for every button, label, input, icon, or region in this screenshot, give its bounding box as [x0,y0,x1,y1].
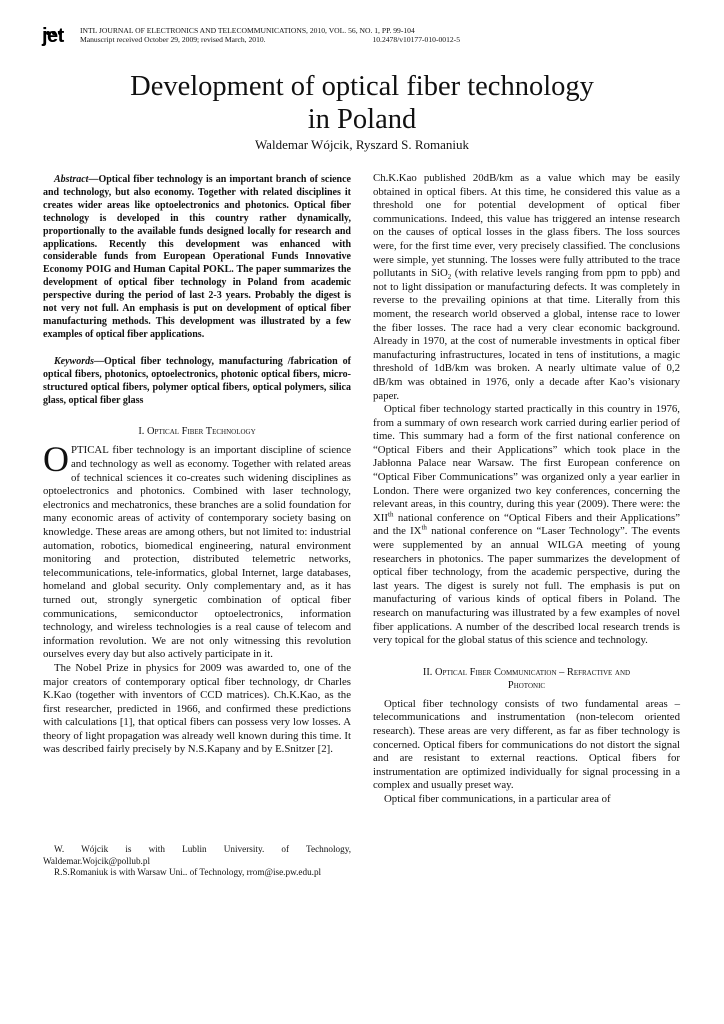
right-column [373,172,680,807]
received-line: Manuscript received October 29, 2009; revised March, 2010. [80,35,266,44]
authors: Waldemar Wójcik, Ryszard S. Romaniuk [254,137,470,152]
section-1-numeral: I. [138,426,145,438]
right-paragraph-1 [373,172,680,403]
right-p2-a: Optical fiber technology started practically in this country in 1976, from a summary of own research work carried during earlier period of time. This summary had a form of the first national conference on “Optical Fibers and their Applications” which took place in the Jabłonna Palace near Warsaw. The first European conference on “Optical Fiber Communications” was organized only a year earlier in London. There were organized two key conferences, concerning the relevant areas, in this country, during this year (2009). There were: the XII [373,403,680,524]
right-p2-b: national conference on “Optical Fibers and their Applications” and the IX [373,511,680,538]
doi: 10.2478/v10177-010-0012-5 [372,35,460,44]
keywords-text: —Optical fiber technology, manufacturing /fabrication of optical fibers, photonics, optoelectronics, photonic optical fibers, micro-structured optical fibers, polymer optical fibers, optical polymers, silica glass, optical fiber glass [43,355,351,406]
keywords [43,356,351,408]
section-2-title-line-2: Photonic [507,679,546,691]
sup-th-1: th [388,510,394,519]
section-1-title: Optical Fiber Technology [147,426,256,438]
abstract-lead: Abstract [54,174,89,185]
section-1-heading [43,425,351,438]
journal-header [80,26,480,44]
footnotes [43,844,351,879]
abstract-text: —Optical fiber technology is an important branch of science and technology, but also economy. Together with related disciplines it creates wider areas like optoelectronics and photonics. Optical fiber technology is developed in this country rather dynamically, proportionally to the available funds designed locally for research and applications. Recently this development was enhanced with considerable funds from European Operational Funds Innovative Economy POIG and Human Capital POKL. The paper summarizes the development of optical fiber technology in Poland from academic perspective during the period of last 2-3 years. Probably the digest is not very not full. An emphasis is put on development of optical fiber manufacturing methods. This development was illustrated by a few examples of optical fiber applications. [43,174,351,340]
section-1-paragraph-1 [43,439,351,662]
section-2-title-line-1: Optical Fiber Communication – Refractive and [435,666,631,678]
section-2-paragraph-1: Optical fiber technology consists of two fundamental areas – telecommunications and instrumentation (non-telecom oriented research). These areas are very different, as far as fiber technology is concerned. Optical fibers for communications do not distort the signal and are resistant to external reactions. Optical fibers for instrumentation are optimized individually for signal processing in a complex and usually preset way. [373,697,680,792]
left-column [43,174,351,757]
section-2-paragraph-2: Optical fiber communications, in a particular area of [384,792,611,805]
journal-line: INTL JOURNAL OF ELECTRONICS AND TELECOMMUNICATIONS, 2010, VOL. 56, NO. 1, PP. 99-104 [80,26,415,35]
sup-th-2: th [421,523,427,532]
logo-text: jet [42,25,64,47]
section-2-heading [373,666,680,692]
section-1-paragraph-2: The Nobel Prize in physics for 2009 was awarded to, one of the major creators of contemporary optical fiber technology, dr Charles K.Kao (together with inventors of CCD matrices). Ch.K.Kao, as the first researcher, predicted in 1966, and confirmed these predictions with calculations [1], that optical fibers can possess very low losses. A theory of light propagation was already well known during this time. It was described fairly precisely by N.S.Kapany and by E.Snitzer [2]. [43,661,351,756]
right-p1-a: Ch.K.Kao published 20dB/km as a value which may be easily obtained in optical fibers. At this time, he considered this value as a threshold one for potential development of optical fiber communications. Indeed, this value has triggered an intense research on the causes of optical losses in the glass fibers. The loss sources were, for the first time ever, very precisely classified. The conclusions were simple, yet stunning. The losses were fully attributed to the trace pollutants in SiO [373,172,680,280]
abstract [43,174,351,342]
footnote-1: W. Wójcik is with Lublin University. of Technology, Waldemar.Wojcik@pollub.pl [43,844,351,866]
keywords-lead: Keywords [54,355,94,367]
right-p2-c: national conference on “Laser Technology”. The events were supplemented by an annual WILGA meeting of young researchers in photonics. The paper summarizes the development of optical fiber technology, from the academic perspective, during the last years. The digest is surely not full. The emphasis is put on manufacturing of various kinds of optical fibers in Poland. The research on manufacturing was illustrated by a few examples of novel fiber applications. A number of the described local research trends is very topical for the global status of this science and technology. [373,525,680,647]
sio2-subscript: 2 [447,273,452,282]
section-2-numeral: II. [422,666,433,678]
drop-cap: O [43,439,69,480]
journal-logo [42,22,72,48]
section-1-p1-text: PTICAL fiber technology is an important discipline of science and technology as well as economy. Together with related areas of technical sciences it co-creates such widening disciplines as optoelectronics and photonics. Combined with laser technology, electronics and mechatronics, these branches are a solid foundation for many economic areas of activity of contemporary society basing on knowledge. These areas are among others, but not limited to: industrial automation, robotics, biomedical engineering, natural environment monitoring and protection, distributed telemetric networks, telecommunications, tele-informatics, global Internet, large databases, homeland and global security. Only complementary and, as it has turned out, strongly synergetic combination of optical fiber communications, semiconductor optoelectronics, information technology, and wireless technologies is a real cause of telecom and information revolution. We are not only witnessing this revolution ourselves every day but also actively participate in it. [43,444,351,661]
title-line-2: in Poland [307,104,417,135]
right-p1-b: (with relative levels ranging from ppm to ppb) and not to light dissipation or manufacturing defects. It was completely in reverse to the prevailing opinions at that time. Literally from this moment, the research world observed a global, intense race to lower the fiber losses. The race had a very clear economic background. Already in 1970, at the cost of numerable investments in optical fiber manufacturing infrastructures, located in tens of institutions, a magic threshold of 1dB/km was broken. A nearly ultimate value of 0,2 dB/km was obtained in 1976, only a decade after Kao’s visionary paper. [373,267,680,402]
title-line-1: Development of optical fiber technology [130,71,594,102]
right-paragraph-2 [373,403,680,648]
footnote-2: R.S.Romaniuk is with Warsaw Uni.. of Technology, rrom@ise.pw.edu.pl [54,867,322,878]
paper-title [60,70,664,136]
